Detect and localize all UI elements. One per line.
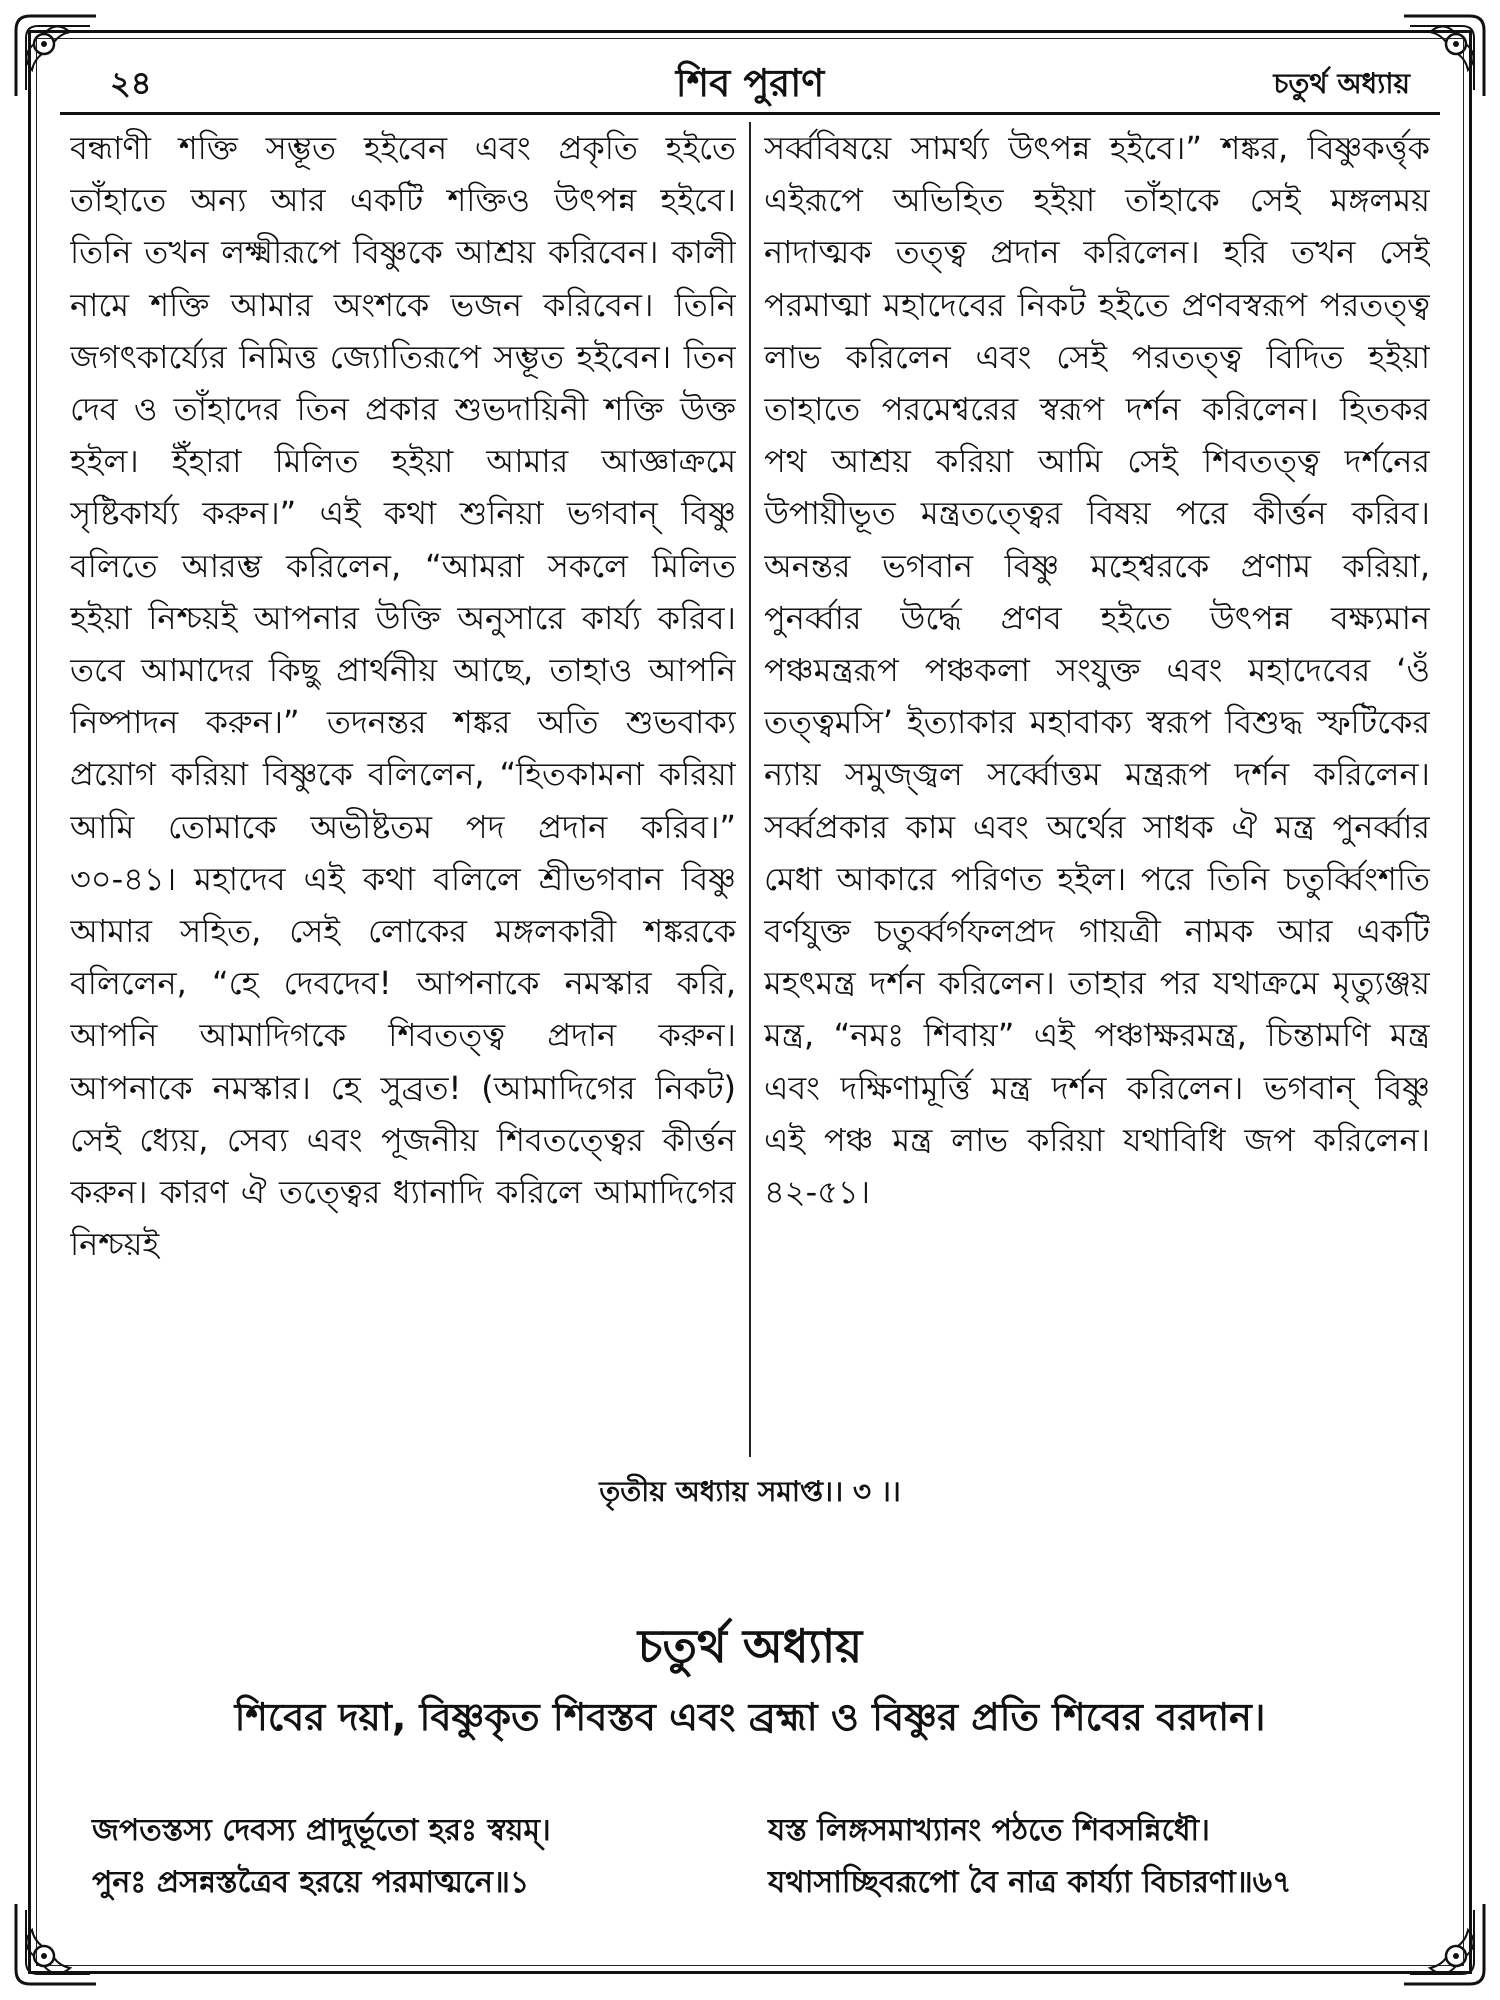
verse-line: পুনঃ প্রসন্নস্তত্রৈব হরয়ে পরমাত্মনে॥১ xyxy=(92,1865,530,1900)
verse-left xyxy=(92,1805,732,1909)
corner-ornament-icon xyxy=(10,1898,102,1990)
left-column xyxy=(70,122,736,1462)
running-title: শিব পুরাণ xyxy=(675,61,825,105)
corner-ornament-icon xyxy=(1398,1898,1490,1990)
verse-line: জপতস্তস্য দেবস্য প্রাদুর্ভূতো হরঃ স্বয়ম্। xyxy=(92,1813,551,1848)
header-rule xyxy=(60,112,1440,115)
right-column-text: সর্ব্ববিষয়ে সামর্থ্য উৎপন্ন হইবে।” শঙ্কর, বিষ্ণুকর্ত্তৃক এইরূপে অভিহিত হইয়া তাঁহাকে সেই মঙ্গলময় নাদাত্মক তত্ত্ব প্রদান করিলেন। হরি তখন সেই পরমাত্মা মহাদেবের নিকট হইতে প্রণবস্বরূপ পরতত্ত্ব লাভ করিলেন এবং সেই পরতত্ত্ব বিদিত হইয়া তাহাতে পরমেশ্বরের স্বরূপ দর্শন করিলেন। হিতকর পথ আশ্রয় করিয়া আমি সেই শিবতত্ত্ব দর্শনের উপায়ীভূত মন্ত্রতত্ত্বের বিষয় পরে কীর্ত্তন করিব। অনন্তর ভগবান বিষ্ণু মহেশ্বরকে প্রণাম করিয়া, পুনর্ব্বার উর্দ্ধে প্রণব হইতে উৎপন্ন বক্ষ্যমান পঞ্চমন্ত্ররূপ পঞ্চকলা সংযুক্ত এবং মহাদেবের ‘ওঁ তত্ত্বমসি’ ইত্যাকার মহাবাক্য স্বরূপ বিশুদ্ধ স্ফটিকের ন্যায় সমুজ্জ্বল সর্ব্বোত্তম মন্ত্ররূপ দর্শন করিলেন। সর্ব্বপ্রকার কাম এবং অর্থের সাধক ঐ মন্ত্র পুনর্ব্বার মেধা আকারে পরিণত হইল। পরে তিনি চতুর্ব্বিংশতি বর্ণযুক্ত চতুর্ব্বর্গফলপ্রদ গায়ত্রী নামক আর একটি মহৎমন্ত্র দর্শন করিলেন। তাহার পর যথাক্রমে মৃত্যুঞ্জয় মন্ত্র, “নমঃ শিবায়” এই পঞ্চাক্ষরমন্ত্র, চিন্তামণি মন্ত্র এবং দক্ষিণামূর্ত্তি মন্ত্র দর্শন করিলেন। ভগবান্ বিষ্ণু এই পঞ্চ মন্ত্র লাভ করিয়া যথাবিধি জপ করিলেন। ৪২-৫১। xyxy=(764,129,1430,1212)
chapter-subtitle: শিবের দয়া, বিষ্ণুকৃত শিবস্তব এবং ব্রহ্মা ও বিষ্ণুর প্রতি শিবের বরদান। xyxy=(234,1695,1266,1739)
chapter-heading: চতুর্থ অধ্যায় xyxy=(637,1619,863,1673)
column-divider xyxy=(749,122,751,1457)
left-column-text: বন্ধাণী শক্তি সম্ভূত হইবেন এবং প্রকৃতি হইতে তাঁহাতে অন্য আর একটি শক্তিও উৎপন্ন হইবে। তিনি তখন লক্ষ্মীরূপে বিষ্ণুকে আশ্রয় করিবেন। কালী নামে শক্তি আমার অংশকে ভজন করিবেন। তিনি জগৎকার্য্যের নিমিত্ত জ্যোতিরূপে সম্ভূত হইবেন। তিন দেব ও তাঁহাদের তিন প্রকার শুভদায়িনী শক্তি উক্ত হইল। ইঁহারা মিলিত হইয়া আমার আজ্ঞাক্রমে সৃষ্টিকার্য্য করুন।” এই কথা শুনিয়া ভগবান্ বিষ্ণু বলিতে আরম্ভ করিলেন, “আমরা সকলে মিলিত হইয়া নিশ্চয়ই আপনার উক্তি অনুসারে কার্য্য করিব। তবে আমাদের কিছু প্রার্থনীয় আছে, তাহাও আপনি নিষ্পাদন করুন।” তদনন্তর শঙ্কর অতি শুভবাক্য প্রয়োগ করিয়া বিষ্ণুকে বলিলেন, “হিতকামনা করিয়া আমি তোমাকে অভীষ্টতম পদ প্রদান করিব।” ৩০-৪১। মহাদেব এই কথা বলিলে শ্রীভগবান বিষ্ণু আমার সহিত, সেই লোকের মঙ্গলকারী শঙ্করকে বলিলেন, “হে দেবদেব! আপনাকে নমস্কার করি, আপনি আমাদিগকে শিবতত্ত্ব প্রদান করুন। আপনাকে নমস্কার। হে সুব্রত! (আমাদিগের নিকট) সেই ধ্যেয়, সেব্য এবং পূজনীয় শিবতত্ত্বের কীর্ত্তন করুন। কারণ ঐ তত্ত্বের ধ্যানাদি করিলে আমাদিগের নিশ্চয়ই xyxy=(70,129,736,1264)
right-column xyxy=(764,122,1430,1462)
body-columns xyxy=(70,122,1430,1462)
verse-line: যস্ত লিঙ্গসমাখ্যানং পঠতে শিবসন্নিধৌ। xyxy=(768,1813,1210,1848)
corner-ornament-icon xyxy=(10,10,102,102)
corner-ornament-icon xyxy=(1398,10,1490,102)
page-header xyxy=(90,52,1410,112)
chapter-end-note: তৃতীয় অধ্যায় সমাপ্ত।। ৩ ।। xyxy=(599,1475,901,1508)
verse-line: যথাসাচ্ছিবরূপো বৈ নাত্র কার্য্যা বিচারণা॥৬৭ xyxy=(768,1865,1292,1900)
verse-right xyxy=(768,1805,1418,1909)
chapter-tag: চতুর্থ অধ্যায় xyxy=(1273,67,1410,100)
page-number: ২৪ xyxy=(110,64,152,102)
